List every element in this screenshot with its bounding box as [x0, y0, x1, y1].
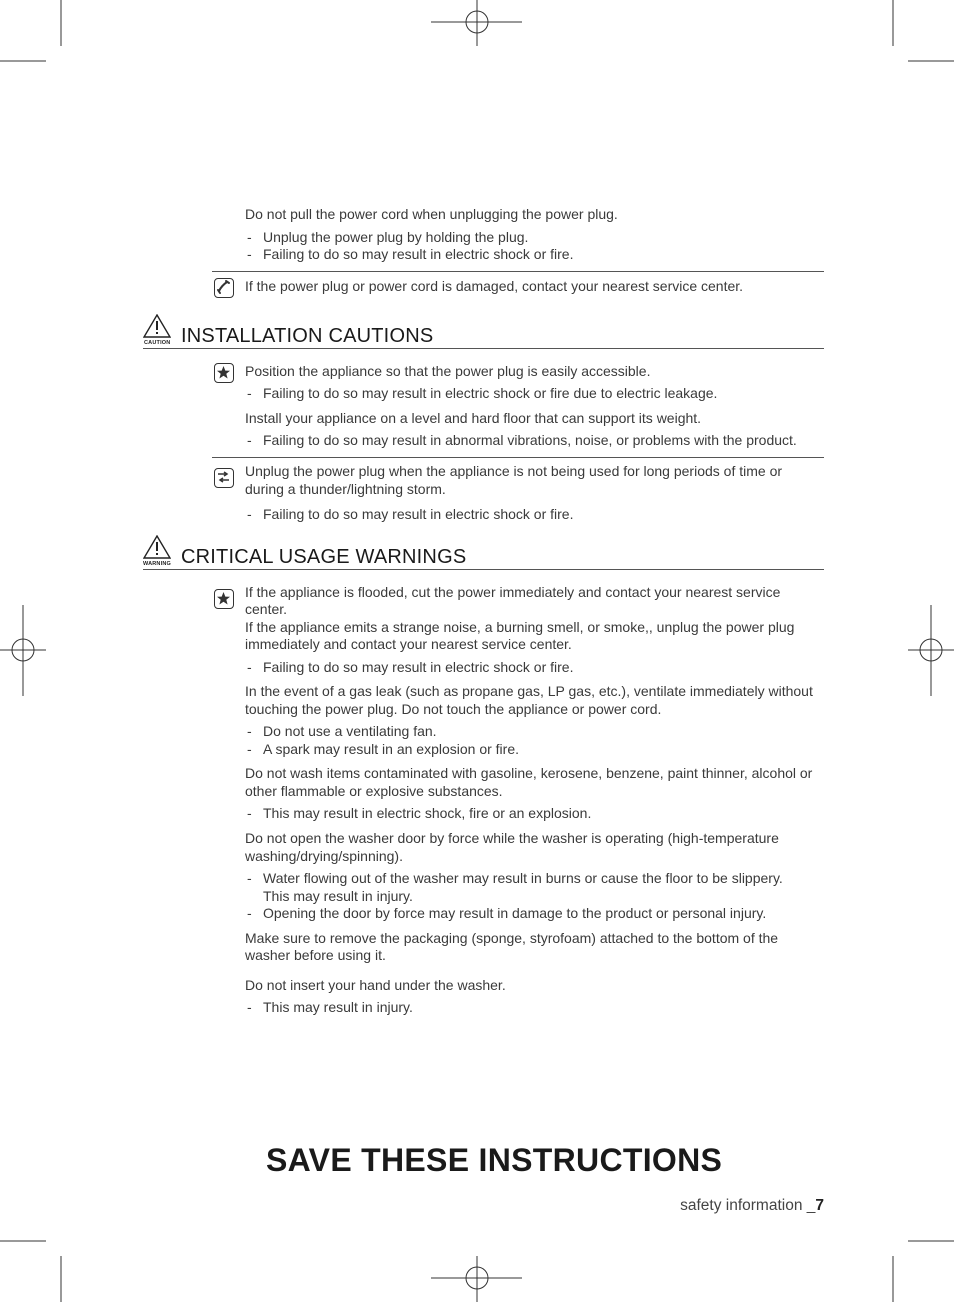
dash: -: [247, 905, 252, 921]
phone-icon: [214, 278, 234, 298]
critical-p2-line: touching the power plug. Do not touch the appliance or power cord.: [245, 701, 662, 717]
star-icon: [214, 589, 234, 609]
critical-p2-line: In the event of a gas leak (such as propane gas, LP gas, etc.), ventilate immediately without: [245, 683, 813, 699]
save-instructions-title: SAVE THESE INSTRUCTIONS: [266, 1142, 723, 1178]
install-item-2: Install your appliance on a level and hard floor that can support its weight.: [245, 410, 702, 426]
critical-p6: Do not insert your hand under the washer.: [245, 977, 506, 993]
install-item-1: Position the appliance so that the power plug is easily accessible.: [245, 363, 651, 379]
page-footer: [680, 1196, 824, 1216]
critical-p1-line: center.: [245, 601, 288, 617]
footer-text: safety information _: [680, 1197, 816, 1214]
dash: -: [247, 870, 252, 886]
intro-note: If the power plug or power cord is damaged, contact your nearest service center.: [245, 278, 744, 294]
critical-p1-line: If the appliance is flooded, cut the power immediately and contact your nearest service: [245, 584, 781, 600]
caution-triangle-icon: [143, 314, 171, 338]
divider: [143, 569, 824, 570]
divider: [212, 271, 824, 272]
critical-p4-sub: This may result in injury.: [263, 888, 413, 904]
dash: -: [247, 385, 252, 401]
critical-p4-sub: Water flowing out of the washer may result in burns or cause the floor to be slippery.: [263, 870, 783, 886]
dash: -: [247, 432, 252, 448]
critical-p1-line: If the appliance emits a strange noise, a burning smell, or smoke,, unplug the power plug: [245, 619, 795, 635]
install-sub-1: Failing to do so may result in electric shock or fire due to electric leakage.: [263, 385, 718, 401]
critical-p2-sub: Do not use a ventilating fan.: [263, 723, 437, 739]
intro-item: Do not pull the power cord when unplugging the power plug.: [245, 206, 618, 222]
critical-p6-sub: This may result in injury.: [263, 999, 413, 1015]
critical-p1-sub: Failing to do so may result in electric shock or fire.: [263, 659, 574, 675]
intro-sub-1: Unplug the power plug by holding the plug.: [263, 229, 529, 245]
critical-p3-sub: This may result in electric shock, fire or an explosion.: [263, 805, 592, 821]
dash: -: [247, 741, 252, 757]
critical-p3-line: Do not wash items contaminated with gasoline, kerosene, benzene, paint thinner, alcohol or: [245, 765, 813, 781]
install-sub-2: Failing to do so may result in abnormal vibrations, noise, or problems with the product.: [263, 432, 797, 448]
install-item-3-line1: Unplug the power plug when the appliance is not being used for long periods of time or: [245, 463, 783, 479]
critical-p4-line: Do not open the washer door by force while the washer is operating (high-temperature: [245, 830, 779, 846]
dash: -: [247, 659, 252, 675]
critical-p3-line: other flammable or explosive substances.: [245, 783, 503, 799]
install-item-3-line2: during a thunder/lightning storm.: [245, 481, 446, 497]
critical-p4-line: washing/drying/spinning).: [245, 848, 403, 864]
page-number: 7: [815, 1197, 824, 1214]
dash: -: [247, 506, 252, 522]
intro-sub-2: Failing to do so may result in electric shock or fire.: [263, 246, 574, 262]
install-sub-3: Failing to do so may result in electric shock or fire.: [263, 506, 574, 522]
caution-badge: CAUTION: [144, 340, 171, 346]
dash: -: [247, 999, 252, 1015]
divider: [212, 457, 824, 458]
warning-triangle-icon: [143, 535, 171, 559]
critical-p1-line: immediately and contact your nearest service center.: [245, 636, 572, 652]
critical-p5-line: washer before using it.: [245, 947, 386, 963]
dash: -: [247, 723, 252, 739]
divider: [143, 348, 824, 349]
critical-p5-line: Make sure to remove the packaging (sponge, styrofoam) attached to the bottom of the: [245, 930, 779, 946]
dash: -: [247, 229, 252, 245]
dash: -: [247, 246, 252, 262]
critical-p4-sub: Opening the door by force may result in damage to the product or personal injury.: [263, 905, 767, 921]
star-icon: [214, 363, 234, 383]
unplug-icon: [214, 468, 234, 488]
warning-badge: WARNING: [143, 561, 171, 567]
dash: -: [247, 805, 252, 821]
critical-p2-sub: A spark may result in an explosion or fire.: [263, 741, 520, 757]
critical-heading: CRITICAL USAGE WARNINGS: [181, 546, 467, 568]
installation-heading: INSTALLATION CAUTIONS: [181, 325, 434, 347]
